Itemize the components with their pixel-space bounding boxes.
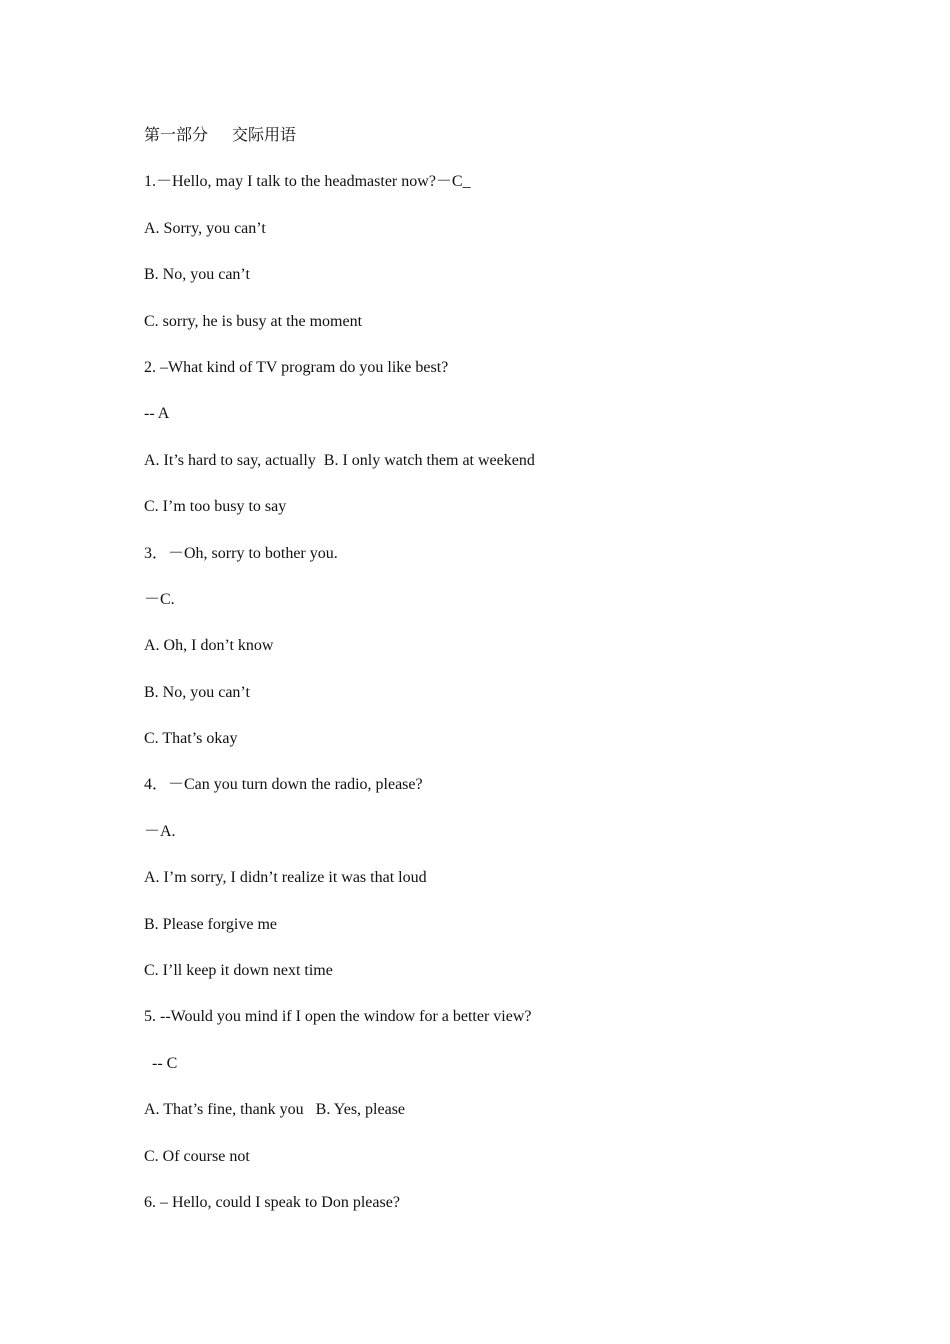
q2-options-a-b: A. It’s hard to say, actually B. I only watch them at weekend [144, 451, 535, 469]
q1-option-c: C. sorry, he is busy at the moment [144, 312, 363, 330]
question-4: 4．－Can you turn down the radio, please? [144, 776, 423, 794]
q4-answer: －A. [144, 822, 176, 840]
question-3: 3．－Oh, sorry to bother you. [144, 544, 338, 562]
document-page [144, 125, 824, 1238]
section-heading: 第一部分 交际用语 [144, 127, 297, 144]
q1-option-b: B. No, you can’t [144, 266, 250, 284]
q3-option-b: B. No, you can’t [144, 683, 250, 701]
q3-answer: －C. [144, 590, 175, 608]
q5-options-a-b: A. That’s fine, thank you B. Yes, please [144, 1101, 406, 1119]
question-2: 2. –What kind of TV program do you like best? [144, 358, 449, 376]
q1-option-a: A. Sorry, you can’t [144, 219, 266, 237]
q3-option-c: C. That’s okay [144, 730, 238, 748]
question-1: 1.－Hello, may I talk to the headmaster now?－C_ [144, 173, 471, 191]
q5-option-c: C. Of course not [144, 1147, 250, 1165]
question-5: 5. --Would you mind if I open the window for a better view? [144, 1008, 532, 1026]
question-6: 6. – Hello, could I speak to Don please? [144, 1193, 400, 1211]
q4-option-c: C. I’ll keep it down next time [144, 962, 333, 980]
q2-answer: -- A [144, 405, 170, 423]
q3-option-a: A. Oh, I don’t know [144, 637, 274, 655]
q4-option-a: A. I’m sorry, I didn’t realize it was that loud [144, 869, 427, 887]
q2-option-c: C. I’m too busy to say [144, 498, 287, 516]
q5-answer: -- C [144, 1054, 178, 1072]
q4-option-b: B. Please forgive me [144, 915, 278, 933]
